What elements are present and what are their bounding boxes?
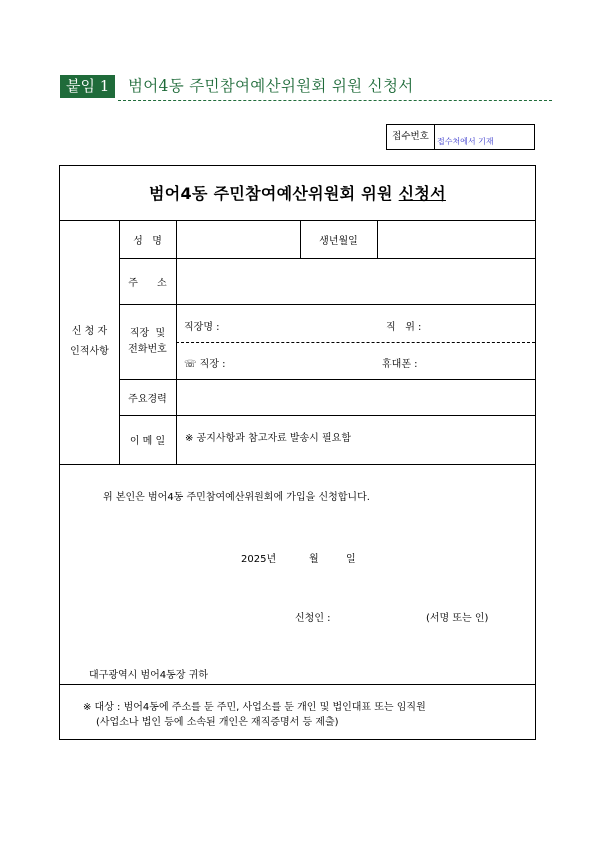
address-label: 주 소 (128, 277, 167, 289)
note-line2: (사업소나 법인 등에 소속된 개인은 재직증명서 등 제출) (96, 717, 339, 728)
career-label: 주요경력 (128, 393, 167, 405)
date-month: 월 (309, 554, 319, 565)
form-title-main: 범어4동 주민참여예산위원회 위원 (149, 184, 399, 203)
form-title (60, 166, 535, 221)
addressee: 대구광역시 범어4동장 귀하 (89, 670, 208, 681)
receipt-number-box (386, 124, 535, 150)
grid-line (119, 415, 535, 416)
address-field[interactable] (177, 258, 535, 304)
email-label: 이 메 일 (129, 436, 166, 447)
attachment-header (60, 75, 550, 101)
attachment-title: 범어4동 주민참여예산위원회 위원 신청서 (128, 77, 414, 95)
name-field[interactable] (177, 220, 300, 258)
statement-section (60, 464, 535, 684)
date-year: 2025년 (241, 554, 277, 565)
header-divider (118, 100, 552, 101)
job-phone-label (119, 304, 176, 379)
applicant-info-grid (60, 220, 535, 465)
receipt-number-label: 접수번호 (387, 125, 435, 149)
attachment-badge: 붙임 1 (60, 75, 115, 98)
work-phone-label: ☏ 직장 : (184, 359, 226, 370)
application-form (59, 165, 536, 740)
mobile-label: 휴대폰 : (382, 359, 418, 370)
birthdate-label: 생년월일 (319, 235, 358, 247)
date-day: 일 (346, 554, 356, 565)
form-title-underlined: 신청서 (398, 184, 446, 203)
grid-line (176, 342, 535, 343)
applicant-section-label (60, 220, 119, 464)
section-label-line2: 인적사항 (70, 346, 109, 357)
job-label-line1: 직장 및 (129, 327, 166, 339)
note-line1: ※ 대상 : 범어4동에 주소를 둔 주민, 사업소를 둔 개인 및 법인대표 또는 임직원 (83, 702, 426, 713)
applicant-label: 신청인 : (295, 613, 331, 624)
email-note: ※ 공지사항과 참고자료 발송시 필요함 (185, 433, 351, 444)
career-field[interactable] (177, 379, 535, 415)
grid-line (119, 304, 535, 305)
eligibility-notes (60, 684, 535, 740)
section-label-line1: 신 청 자 (71, 326, 108, 337)
job-label-line2: 전화번호 (128, 343, 167, 355)
signature-hint: (서명 또는 인) (426, 613, 489, 624)
position-label: 직 위 : (386, 322, 422, 333)
workplace-label: 직장명 : (184, 322, 220, 333)
application-sentence: 위 본인은 범어4동 주민참여예산위원회에 가입을 신청합니다. (103, 492, 370, 503)
birthdate-field[interactable] (378, 220, 535, 258)
name-label: 성 명 (133, 235, 162, 247)
receipt-number-note: 접수처에서 기재 (437, 137, 494, 146)
